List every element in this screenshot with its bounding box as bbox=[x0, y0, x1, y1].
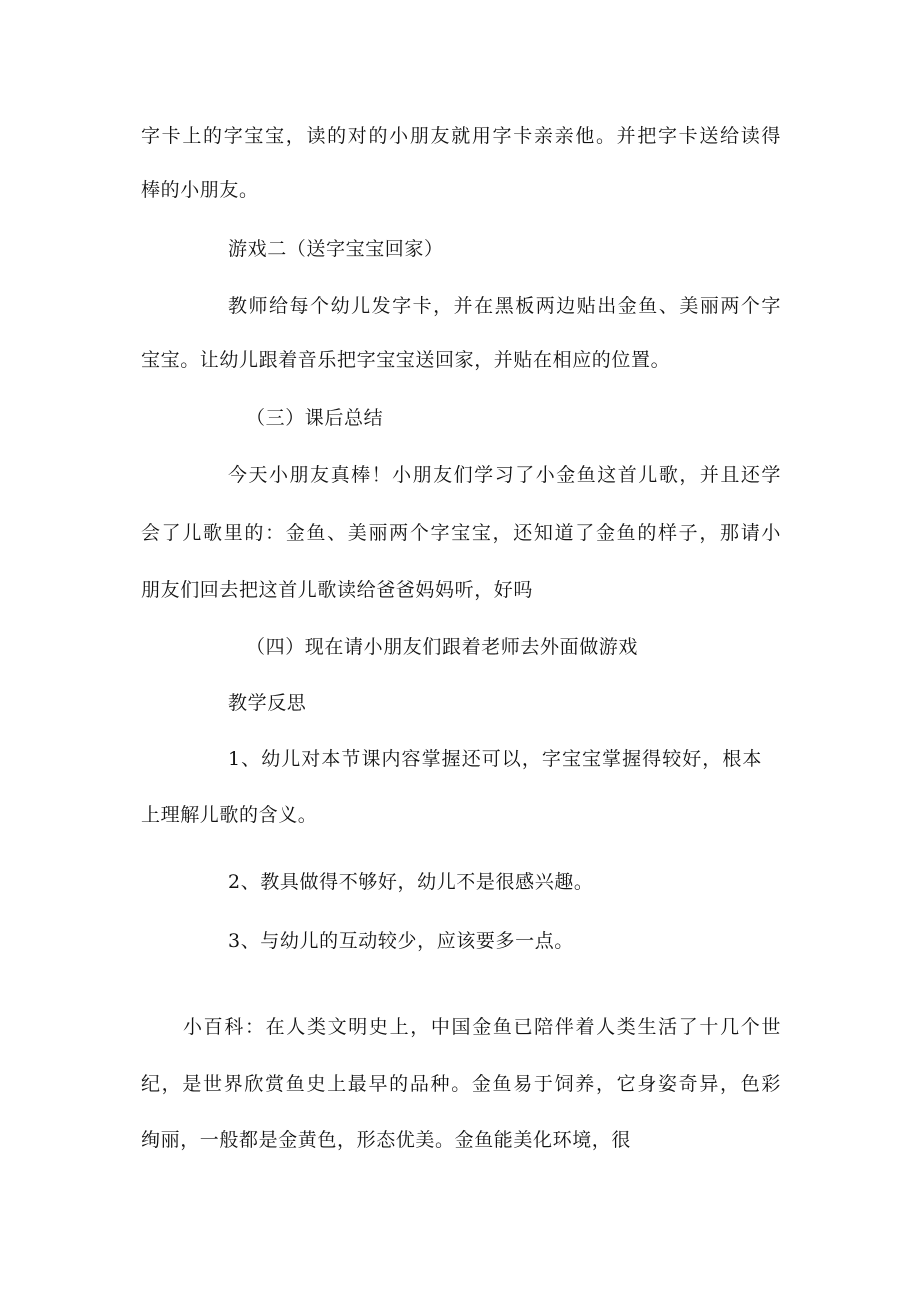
paragraph-line: 上理解儿歌的含义。 bbox=[141, 804, 318, 826]
section-heading: 教学反思 bbox=[228, 692, 307, 714]
list-item: 3、与幼儿的互动较少，应该要多一点。 bbox=[228, 930, 574, 952]
paragraph-line: 今天小朋友真棒！小朋友们学习了小金鱼这首儿歌，并且还学 bbox=[228, 464, 781, 486]
section-heading: （四）现在请小朋友们跟着老师去外面做游戏 bbox=[246, 636, 639, 658]
paragraph-line: 纪，是世界欣赏鱼史上最早的品种。金鱼易于饲养，它身姿奇异，色彩 bbox=[141, 1073, 781, 1095]
paragraph-line: 小百科：在人类文明史上，中国金鱼已陪伴着人类生活了十几个世 bbox=[183, 1016, 781, 1038]
section-heading: （三）课后总结 bbox=[246, 407, 384, 429]
list-item: 1、幼儿对本节课内容掌握还可以，字宝宝掌握得较好，根本 bbox=[228, 748, 762, 770]
paragraph-line: 棒的小朋友。 bbox=[141, 179, 259, 201]
list-item: 2、教具做得不够好，幼儿不是很感兴趣。 bbox=[228, 871, 594, 893]
paragraph-line: 会了儿歌里的：金鱼、美丽两个字宝宝，还知道了金鱼的样子，那请小 bbox=[141, 522, 781, 544]
paragraph-line: 绚丽，一般都是金黄色，形态优美。金鱼能美化环境，很 bbox=[141, 1129, 632, 1151]
paragraph-line: 字卡上的字宝宝，读的对的小朋友就用字卡亲亲他。并把字卡送给读得 bbox=[141, 125, 781, 147]
paragraph-line: 教师给每个幼儿发字卡，并在黑板两边贴出金鱼、美丽两个字 bbox=[228, 295, 781, 317]
paragraph-line: 朋友们回去把这首儿歌读给爸爸妈妈听，好吗 bbox=[141, 579, 534, 601]
section-heading: 游戏二（送字宝宝回家） bbox=[228, 238, 444, 260]
paragraph-line: 宝宝。让幼儿跟着音乐把字宝宝送回家，并贴在相应的位置。 bbox=[141, 349, 671, 371]
